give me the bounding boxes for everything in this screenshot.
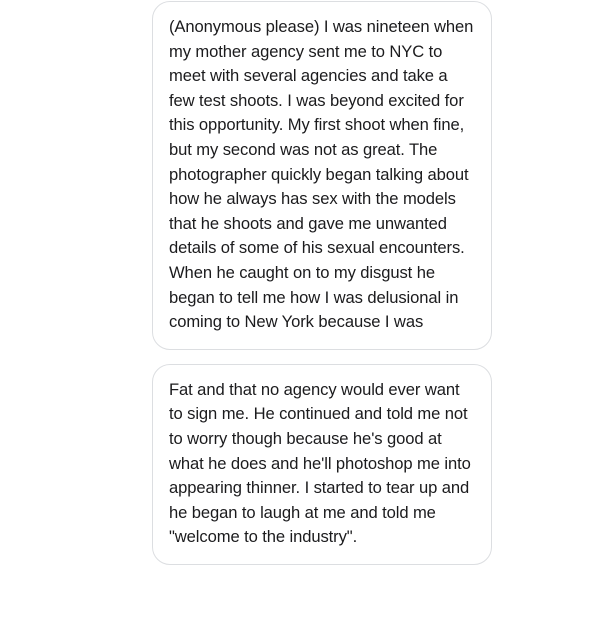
message-bubble: Fat and that no agency would ever want to sign me. He continued and told me not to worry though because he's good at what he does and he'll photoshop me into appearing thinner. I started to tear up and he began to laugh at me and told me "welcome to the industry". (152, 364, 492, 565)
message-bubble: (Anonymous please) I was nineteen when my mother agency sent me to NYC to meet with several agencies and take a few test shoots. I was beyond excited for this opportunity. My first shoot when fine, but my second was not as great. The photographer quickly began talking about how he always has sex with the models that he shoots and gave me unwanted details of some of his sexual encounters. When he caught on to my disgust he began to tell me how I was delusional in coming to New York because I was (152, 1, 492, 350)
